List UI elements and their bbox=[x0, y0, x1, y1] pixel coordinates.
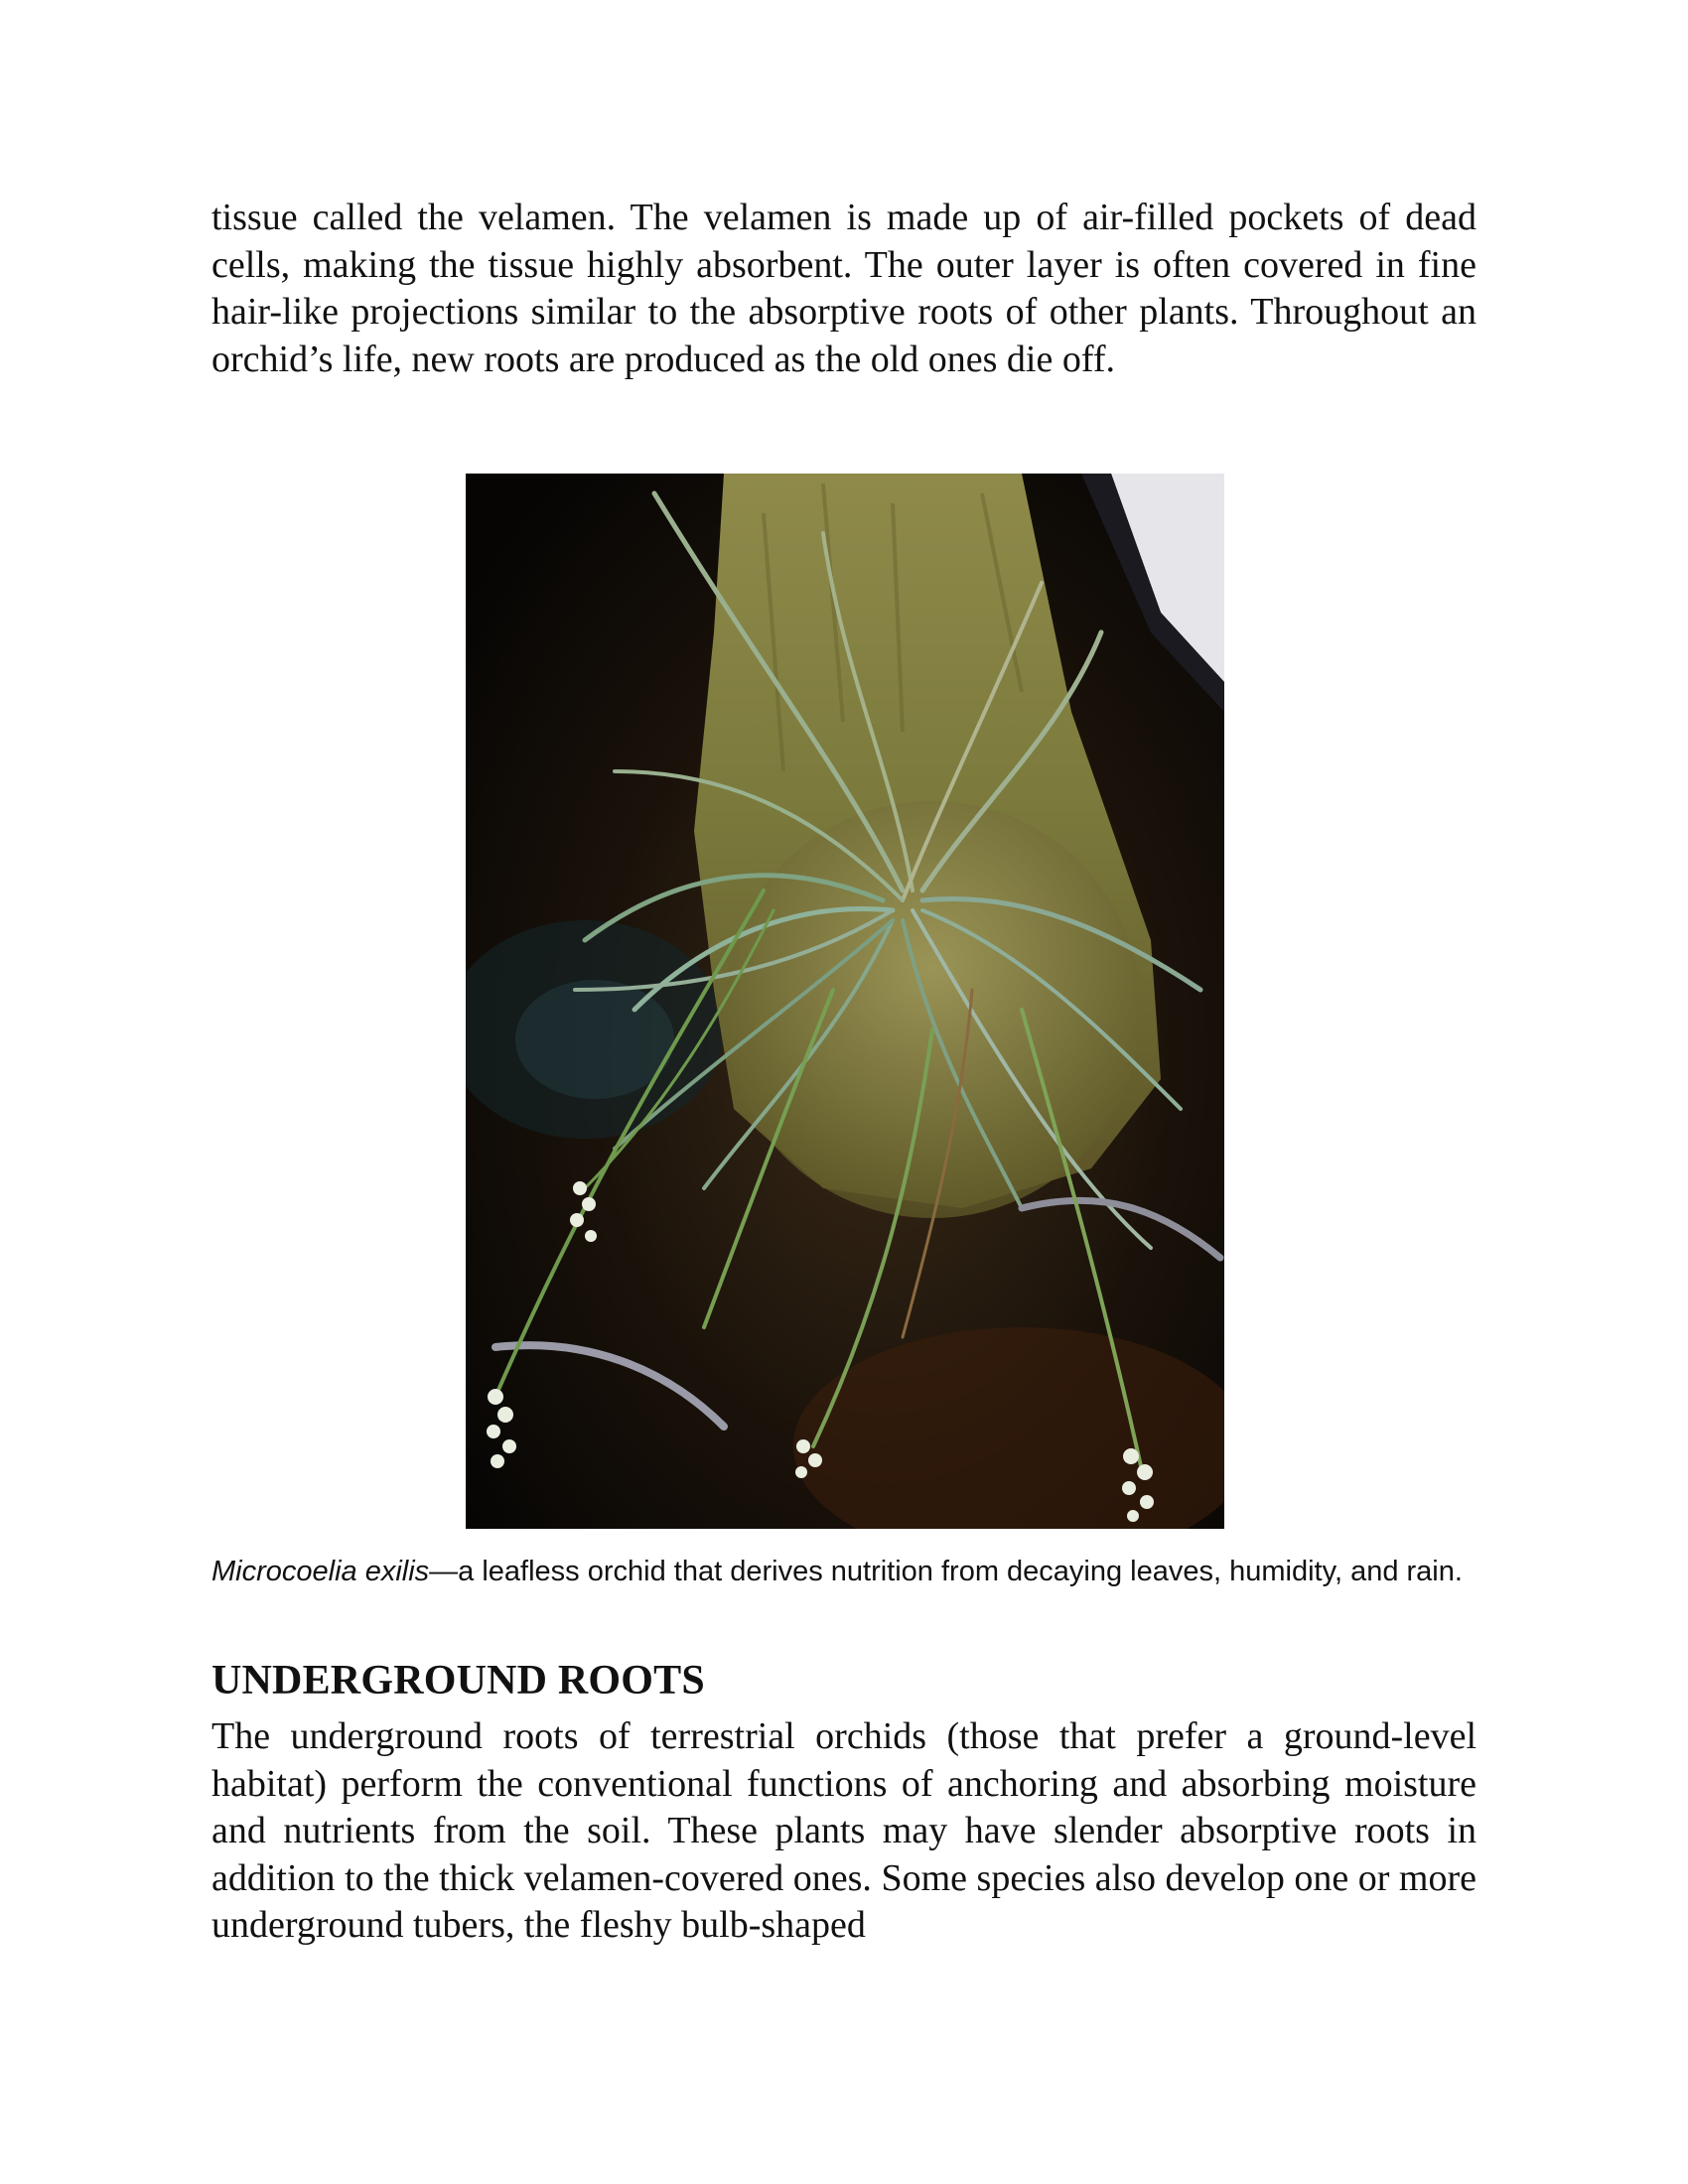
figure-caption bbox=[211, 1555, 1477, 1588]
section-body bbox=[211, 1713, 1477, 1950]
section-paragraph: The underground roots of terrestrial orchids (those that prefer a ground-level habitat) perform the conventional functions of anchoring and absorbing moisture and nutrients from the soil. These plants may have slender absorptive roots in addition to the thick velamen-covered ones. Some species also develop one or more underground tubers, the fleshy bulb-shaped bbox=[211, 1715, 1477, 1946]
section-heading: UNDERGROUND ROOTS bbox=[211, 1658, 705, 1704]
page-body bbox=[211, 195, 1477, 383]
intro-paragraph: tissue called the velamen. The velamen is made up of air-filled pockets of dead cells, making the tissue highly absorbent. The outer layer is often covered in fine hair-like projections similar to the absorptive roots of other plants. Throughout an orchid’s life, new roots are produced as the old ones die off. bbox=[211, 197, 1477, 380]
caption-text: —a leafless orchid that derives nutrition from decaying leaves, humidity, and rain. bbox=[429, 1556, 1463, 1587]
orchid-photo-illustration bbox=[466, 474, 1224, 1529]
caption-species: Microcoelia exilis bbox=[211, 1556, 430, 1587]
orchid-photo bbox=[466, 474, 1224, 1529]
